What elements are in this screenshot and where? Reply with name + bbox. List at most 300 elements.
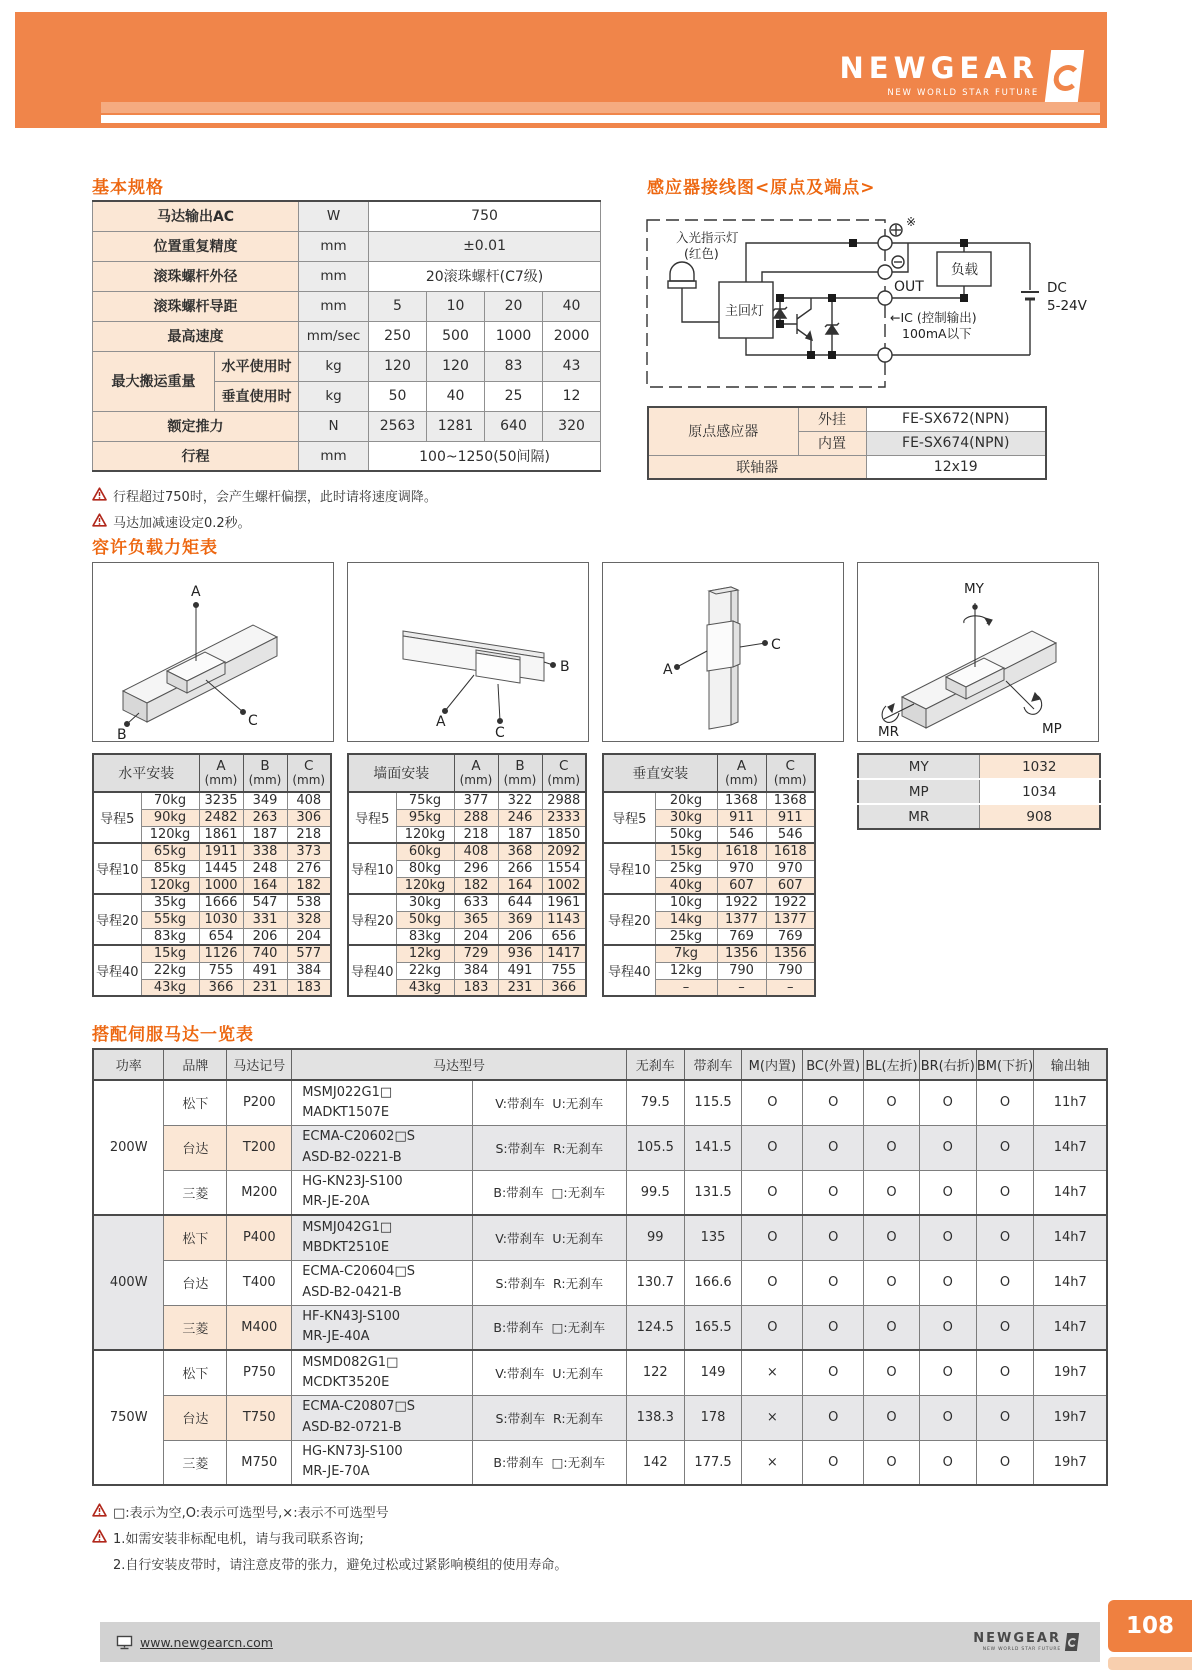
option-flag: O (919, 1305, 976, 1350)
motor-row (93, 1395, 1107, 1440)
load-value: 911 (766, 809, 815, 826)
load-value: 231 (243, 979, 287, 996)
warning-icon (92, 1529, 107, 1543)
spec-value: 2563 (369, 411, 427, 441)
mount-type-header: 垂直安装 (603, 754, 717, 792)
footer-brand-tagline: NEW WORLD STAR FUTURE (982, 1647, 1061, 1652)
weight-value: 120kg (396, 826, 454, 843)
load-value: 246 (498, 809, 542, 826)
weight-value: 10kg (655, 894, 717, 911)
moment-label: MP (858, 779, 979, 804)
weight-value: 50kg (396, 911, 454, 928)
option-flag: O (976, 1440, 1034, 1485)
spec-unit: kg (299, 381, 369, 411)
spec-unit: mm (299, 291, 369, 321)
mount-type-header: 墙面安装 (348, 754, 454, 792)
star-mark: ※ (906, 215, 917, 229)
motor-code-value: T200 (227, 1125, 292, 1170)
axis-label-b: B (560, 659, 570, 675)
load-value: 1000 (199, 877, 243, 894)
shaft-value: 14h7 (1034, 1305, 1107, 1350)
spec-label: 滚珠螺杆导距 (93, 291, 299, 321)
load-table-header (93, 754, 331, 792)
note-line (92, 1502, 567, 1521)
plus-terminal-icon (890, 224, 902, 236)
model-line: HG-KN73J-S100 (302, 1444, 403, 1460)
moment-direction-diagram (857, 562, 1099, 742)
load-value: 2333 (542, 809, 586, 826)
load-value: 546 (766, 826, 815, 843)
load-value: 218 (287, 826, 331, 843)
table-row (648, 455, 1046, 479)
load-value: 408 (287, 792, 331, 809)
shaft-value: 19h7 (1034, 1440, 1107, 1485)
spec-value: 1281 (427, 411, 485, 441)
option-flag: O (864, 1080, 920, 1125)
monitor-icon (116, 1635, 133, 1650)
header-power: 功率 (93, 1049, 164, 1080)
no-brake-value: 130.7 (626, 1260, 684, 1305)
load-value: 369 (498, 911, 542, 928)
spec-sublabel: 水平使用时 (215, 351, 299, 381)
brake-legend: B:带刹车 □:无刹车 (472, 1440, 626, 1485)
column-unit: (mm) (459, 773, 493, 788)
option-flag: O (919, 1125, 976, 1170)
spec-label: 滚珠螺杆外径 (93, 261, 299, 291)
option-flag: O (864, 1125, 920, 1170)
load-value: 1002 (542, 877, 586, 894)
load-value: 2482 (199, 809, 243, 826)
lead-label: 导程5 (603, 792, 655, 843)
brand-name: NEWGEAR (839, 51, 1039, 85)
weight-value: 7kg (655, 945, 717, 962)
load-row (603, 894, 815, 911)
dc-label-line1: DC (1047, 280, 1067, 296)
lead-label: 导程40 (348, 945, 396, 996)
load-value: 538 (287, 894, 331, 911)
weight-value: 12kg (396, 945, 454, 962)
load-value: 729 (454, 945, 498, 962)
model-line: MBDKT2510E (302, 1239, 390, 1255)
load-value: 204 (454, 928, 498, 945)
column-letter: C (559, 757, 569, 774)
spec-value: 640 (485, 411, 543, 441)
spec-label: 行程 (93, 441, 299, 471)
spec-value: 50 (369, 381, 427, 411)
with-brake-value: 177.5 (684, 1440, 742, 1485)
weight-value: 70kg (141, 792, 199, 809)
load-value: 911 (717, 809, 766, 826)
option-flag: O (742, 1170, 803, 1215)
spec-value: 20 (485, 291, 543, 321)
column-header (498, 754, 542, 792)
load-value: 1554 (542, 860, 586, 877)
load-moment-title: 容许负载力矩表 (92, 538, 218, 558)
vertical-mount-table (602, 753, 816, 997)
weight-value: 35kg (141, 894, 199, 911)
table-row (648, 407, 1046, 431)
column-letter: C (304, 757, 314, 774)
option-flag: O (803, 1125, 864, 1170)
warning-icon (92, 513, 107, 527)
moment-value: 1032 (979, 754, 1100, 779)
weight-value: – (655, 979, 717, 996)
motor-row (93, 1170, 1107, 1215)
motor-code-value: P200 (227, 1080, 292, 1125)
brand-value: 三菱 (164, 1440, 227, 1485)
load-value: – (766, 979, 815, 996)
servo-motor-table (92, 1048, 1108, 1486)
load-value: 338 (243, 843, 287, 860)
load-value: 1922 (717, 894, 766, 911)
dc-label-line2: 5-24V (1047, 298, 1087, 314)
moment-label-my: MY (964, 581, 984, 597)
weight-value: 85kg (141, 860, 199, 877)
option-flag: O (742, 1260, 803, 1305)
option-flag: O (864, 1215, 920, 1260)
load-value: 607 (717, 877, 766, 894)
column-unit: (mm) (204, 773, 238, 788)
load-value: 1961 (542, 894, 586, 911)
lead-label: 导程40 (93, 945, 141, 996)
option-flag: O (864, 1305, 920, 1350)
header-option: BL(左折) (864, 1049, 920, 1080)
weight-value: 12kg (655, 962, 717, 979)
note-line (92, 1554, 567, 1573)
shaft-value: 14h7 (1034, 1125, 1107, 1170)
moment-row (858, 779, 1100, 804)
column-unit: (mm) (725, 773, 758, 788)
option-flag: × (742, 1350, 803, 1395)
spec-value: 40 (427, 381, 485, 411)
weight-value: 50kg (655, 826, 717, 843)
load-value: 1356 (717, 945, 766, 962)
header-stripe-white (101, 115, 1100, 123)
option-flag: × (742, 1395, 803, 1440)
gear-logo-icon (1045, 50, 1084, 102)
axis-label-c: C (771, 637, 781, 653)
weight-value: 90kg (141, 809, 199, 826)
spec-value: 120 (369, 351, 427, 381)
option-flag: O (919, 1395, 976, 1440)
option-flag: O (976, 1080, 1034, 1125)
basic-specs-title: 基本规格 (92, 178, 164, 198)
brake-legend: S:带刹车 R:无刹车 (472, 1395, 626, 1440)
with-brake-value: 166.6 (684, 1260, 742, 1305)
motor-code-value: P400 (227, 1215, 292, 1260)
moment-label: MR (858, 804, 979, 829)
weight-value: 43kg (141, 979, 199, 996)
motor-model-value (292, 1305, 472, 1350)
brand-value: 台达 (164, 1395, 227, 1440)
load-value: 607 (766, 877, 815, 894)
motor-code-value: T750 (227, 1395, 292, 1440)
option-flag: O (742, 1080, 803, 1125)
with-brake-value: 178 (684, 1395, 742, 1440)
footer-logo-text (973, 1632, 1061, 1652)
spec-value: 20滚珠螺杆(C7级) (369, 261, 601, 291)
warning-icon (92, 1503, 107, 1517)
spec-value: 2000 (543, 321, 601, 351)
with-brake-value: 135 (684, 1215, 742, 1260)
column-unit: (mm) (248, 773, 282, 788)
load-value: 276 (287, 860, 331, 877)
horizontal-mount-table (92, 753, 332, 997)
load-value: 2988 (542, 792, 586, 809)
option-flag: O (742, 1305, 803, 1350)
load-row (93, 792, 331, 809)
spec-unit: mm (299, 261, 369, 291)
moment-label-mr: MR (878, 724, 900, 740)
weight-value: 14kg (655, 911, 717, 928)
model-line: ASD-B2-0421-B (302, 1284, 402, 1300)
spec-value: 100~1250(50间隔) (369, 441, 601, 471)
lead-label: 导程20 (348, 894, 396, 945)
load-value: 755 (199, 962, 243, 979)
footer-logo (973, 1632, 1078, 1652)
brake-legend: B:带刹车 □:无刹车 (472, 1170, 626, 1215)
external-value: FE-SX672(NPN) (866, 407, 1046, 431)
internal-label: 内置 (798, 431, 866, 455)
load-value: 384 (287, 962, 331, 979)
weight-value: 80kg (396, 860, 454, 877)
load-value: 644 (498, 894, 542, 911)
load-value: 3235 (199, 792, 243, 809)
brand-value: 松下 (164, 1350, 227, 1395)
lead-label: 导程20 (603, 894, 655, 945)
load-value: 1368 (717, 792, 766, 809)
load-value: 1850 (542, 826, 586, 843)
option-flag: O (864, 1350, 920, 1395)
option-flag: O (919, 1260, 976, 1305)
note-text: 行程超过750时，会产生螺杆偏摆，此时请将速度调降。 (113, 490, 437, 505)
load-value: 349 (243, 792, 287, 809)
load-value: 183 (454, 979, 498, 996)
load-value: 1911 (199, 843, 243, 860)
brand-logo-text (839, 51, 1039, 98)
option-flag: O (919, 1080, 976, 1125)
load-value: 365 (454, 911, 498, 928)
spec-value: 10 (427, 291, 485, 321)
weight-value: 60kg (396, 843, 454, 860)
brand-logo (840, 50, 1081, 102)
spec-value: 120 (427, 351, 485, 381)
coupling-label: 联轴器 (648, 455, 866, 479)
option-flag: O (742, 1125, 803, 1170)
motor-model-value (292, 1125, 472, 1170)
spec-unit: kg (299, 351, 369, 381)
load-row (348, 894, 586, 911)
load-value: 769 (717, 928, 766, 945)
lead-label: 导程5 (348, 792, 396, 843)
option-flag: O (742, 1215, 803, 1260)
load-value: 182 (287, 877, 331, 894)
weight-value: 55kg (141, 911, 199, 928)
lead-label: 导程10 (348, 843, 396, 894)
header-option: BR(右折) (919, 1049, 976, 1080)
weight-value: 120kg (141, 877, 199, 894)
motor-row (93, 1350, 1107, 1395)
load-value: 288 (454, 809, 498, 826)
option-flag: O (864, 1260, 920, 1305)
option-flag: O (803, 1350, 864, 1395)
servo-table-notes (92, 1502, 567, 1580)
moment-value-table (857, 753, 1101, 830)
website-link[interactable]: www.newgearcn.com (140, 1634, 273, 1650)
load-row (348, 945, 586, 962)
load-value: 1417 (542, 945, 586, 962)
ic-note-line1: ←IC (控制输出) (890, 310, 977, 325)
axis-label-b: B (117, 727, 127, 741)
column-letter: A (471, 757, 481, 774)
note-text: 2.自行安装皮带时，请注意皮带的张力，避免过松或过紧影响模组的使用寿命。 (113, 1558, 568, 1573)
out-label: OUT (894, 279, 924, 295)
brake-legend: V:带刹车 U:无刹车 (472, 1080, 626, 1125)
load-value: 1445 (199, 860, 243, 877)
load-value: 366 (199, 979, 243, 996)
spec-row (93, 291, 601, 321)
note-line (92, 512, 437, 531)
note-text: 1.如需安装非标配电机，请与我司联系咨询; (113, 1532, 364, 1547)
column-header (454, 754, 498, 792)
option-flag: O (976, 1170, 1034, 1215)
moment-value: 1034 (979, 779, 1100, 804)
motor-model-value (292, 1350, 472, 1395)
load-value: 306 (287, 809, 331, 826)
option-flag: O (976, 1125, 1034, 1170)
option-flag: O (864, 1440, 920, 1485)
weight-value: 20kg (655, 792, 717, 809)
moment-row (858, 754, 1100, 779)
load-value: 322 (498, 792, 542, 809)
load-value: 296 (454, 860, 498, 877)
load-value: 1377 (717, 911, 766, 928)
load-value: 547 (243, 894, 287, 911)
column-letter: B (515, 757, 525, 774)
moment-label: MY (858, 754, 979, 779)
no-brake-value: 99 (626, 1215, 684, 1260)
load-value: 654 (199, 928, 243, 945)
weight-value: 40kg (655, 877, 717, 894)
footer-gear-logo-icon (1065, 1633, 1079, 1651)
load-value: 491 (498, 962, 542, 979)
load-value: 187 (498, 826, 542, 843)
brand-value: 松下 (164, 1215, 227, 1260)
with-brake-value: 141.5 (684, 1125, 742, 1170)
motor-model-value (292, 1395, 472, 1440)
ic-note-line2: 100mA以下 (902, 326, 972, 341)
footer-brand-name: NEWGEAR (973, 1631, 1061, 1646)
load-row (603, 945, 815, 962)
sensor-wiring-diagram (640, 210, 1110, 398)
power-value: 400W (93, 1215, 164, 1350)
brand-value: 台达 (164, 1260, 227, 1305)
option-flag: O (976, 1260, 1034, 1305)
load-value: 936 (498, 945, 542, 962)
load-value: 633 (454, 894, 498, 911)
model-line: ASD-B2-0221-B (302, 1149, 402, 1165)
brake-legend: S:带刹车 R:无刹车 (472, 1125, 626, 1170)
load-value: 266 (498, 860, 542, 877)
load-value: 231 (498, 979, 542, 996)
load-value: 1377 (766, 911, 815, 928)
spec-value: 320 (543, 411, 601, 441)
with-brake-value: 131.5 (684, 1170, 742, 1215)
header-shaft: 输出轴 (1034, 1049, 1107, 1080)
warning-icon (92, 487, 107, 501)
option-flag: O (919, 1350, 976, 1395)
load-value: 1143 (542, 911, 586, 928)
load-value: 970 (717, 860, 766, 877)
load-value: 206 (243, 928, 287, 945)
load-value: 656 (542, 928, 586, 945)
load-value: 1368 (766, 792, 815, 809)
sensor-diagram-title: 感应器接线图<原点及端点> (647, 178, 876, 198)
spec-value: 1000 (485, 321, 543, 351)
no-brake-value: 142 (626, 1440, 684, 1485)
note-text: □:表示为空,O:表示可选型号,×:表示不可选型号 (113, 1506, 389, 1521)
with-brake-value: 149 (684, 1350, 742, 1395)
option-flag: O (919, 1215, 976, 1260)
spec-row (93, 231, 601, 261)
option-flag: O (803, 1215, 864, 1260)
lead-label: 导程10 (93, 843, 141, 894)
weight-value: 120kg (141, 826, 199, 843)
model-line: ECMA-C20602□S (302, 1129, 415, 1145)
weight-value: 22kg (396, 962, 454, 979)
load-value: 164 (498, 877, 542, 894)
column-unit: (mm) (292, 773, 326, 788)
column-header (542, 754, 586, 792)
brand-value: 三菱 (164, 1170, 227, 1215)
motor-model-value (292, 1260, 472, 1305)
load-table-header (348, 754, 586, 792)
motor-model-value (292, 1080, 472, 1125)
no-brake-value: 122 (626, 1350, 684, 1395)
option-flag: O (976, 1215, 1034, 1260)
motor-row (93, 1080, 1107, 1125)
spec-unit: W (299, 201, 369, 231)
motor-code-value: M750 (227, 1440, 292, 1485)
header-option: BC(外置) (803, 1049, 864, 1080)
weight-value: 25kg (655, 928, 717, 945)
lead-label: 导程10 (603, 843, 655, 894)
led-label-line2: (红色) (684, 246, 719, 261)
option-flag: O (976, 1395, 1034, 1440)
load-value: 373 (287, 843, 331, 860)
spec-value: 5 (369, 291, 427, 321)
spec-value: 12 (543, 381, 601, 411)
load-box-label: 负载 (951, 262, 978, 278)
brake-legend: V:带刹车 U:无刹车 (472, 1215, 626, 1260)
option-flag: O (803, 1170, 864, 1215)
coupling-value: 12x19 (866, 455, 1046, 479)
footer-bar (100, 1622, 1100, 1662)
header-option: M(内置) (742, 1049, 803, 1080)
spec-unit: mm (299, 441, 369, 471)
shaft-value: 14h7 (1034, 1215, 1107, 1260)
motor-model-value (292, 1170, 472, 1215)
motor-row (93, 1440, 1107, 1485)
axis-label-a: A (191, 584, 201, 600)
load-value: – (717, 979, 766, 996)
spec-label: 额定推力 (93, 411, 299, 441)
column-letter: A (216, 757, 226, 774)
load-value: 1618 (766, 843, 815, 860)
model-line: ECMA-C20807□S (302, 1399, 415, 1415)
internal-value: FE-SX674(NPN) (866, 431, 1046, 455)
load-row (93, 945, 331, 962)
